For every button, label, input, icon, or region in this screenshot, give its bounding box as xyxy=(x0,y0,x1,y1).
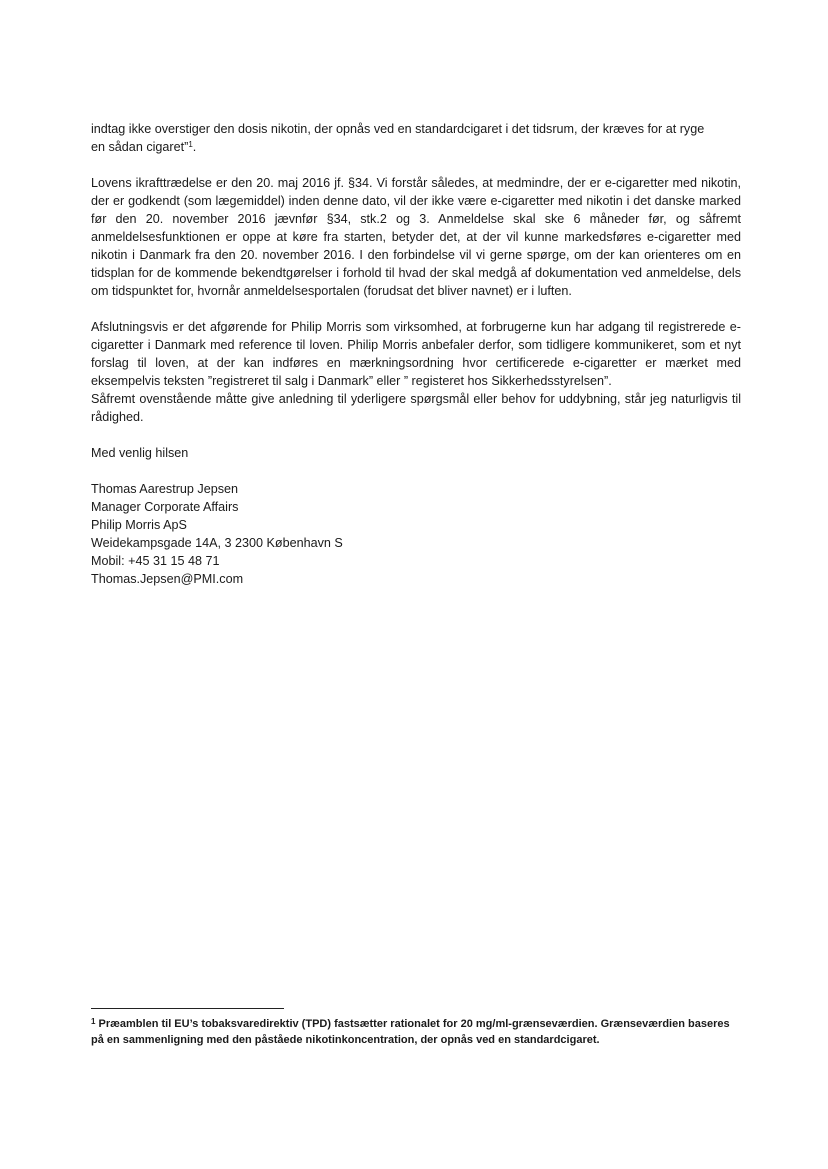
paragraph-availability: Såfremt ovenstående måtte give anledning til yderligere spørgsmål eller behov for uddybning, står jeg naturligvis til rådighed. xyxy=(91,392,741,424)
closing-salutation: Med venlig hilsen xyxy=(91,446,189,460)
signature-block xyxy=(91,480,741,588)
footnote-divider xyxy=(91,1008,284,1009)
signature-address: Weidekampsgade 14A, 3 2300 København S xyxy=(91,536,343,550)
footnote-reference[interactable]: 1 xyxy=(188,140,193,149)
quote-end-period: . xyxy=(192,140,197,154)
signature-title: Manager Corporate Affairs xyxy=(91,500,239,514)
paragraph-conclusion: Afslutningsvis er det afgørende for Philip Morris som virksomhed, at forbrugerne kun har adgang til registrerede e-cigaretter i Danmark med reference til loven. Philip Morris anbefaler derfor, som tidligere kommunikeret, som et nyt forslag til loven, at der kan indføres en mærkningsordning hvor certificerede e-cigaretter er mærket med eksempelvis teksten ”registreret til salg i Danmark” eller ” registeret hos Sikkerhedsstyrelsen”. xyxy=(91,320,741,388)
paragraph-entry-into-force: Lovens ikrafttrædelse er den 20. maj 2016 jf. §34. Vi forstår således, at medmindre, der er e-cigaretter med nikotin, der er godkendt (som lægemiddel) inden denne dato, vil der ikke være e-cigaretter med nikotin i det danske marked før den 20. november 2016 jævnfør §34, stk.2 og 3. Anmeldelse skal ske 6 måneder før, og såfremt anmeldelsesfunktionen er oppe at køre fra starten, betyder det, at der vil kunne markedsføres e-cigaretter med nikotin i Danmark fra den 20. november 2016. I den forbindelse vil vi gerne spørge, om der kan orienteres om en tidsplan for de kommende bekendtgørelser i forhold til hvad der skal medgå af dokumentation ved anmeldelse, dels om tidspunktet for, hvornår anmeldelsesportalen (forudsat det bliver navnet) er i luften. xyxy=(91,176,741,298)
paragraph-dose-quote xyxy=(91,120,741,156)
footnote-text: Præamblen til EU’s tobaksvaredirektiv (TPD) fastsætter rationalet for 20 mg/ml-grænseværdien. Grænseværdien baseres på en sammenligning med den påståede nikotinkoncentration, der opnås ved en standardcigaret. xyxy=(91,1018,730,1046)
signature-company: Philip Morris ApS xyxy=(91,518,187,532)
signature-name: Thomas Aarestrup Jepsen xyxy=(91,482,239,496)
signature-mobile: Mobil: +45 31 15 48 71 xyxy=(91,554,220,568)
footnote xyxy=(91,1016,741,1048)
signature-email[interactable]: Thomas.Jepsen@PMI.com xyxy=(91,572,244,586)
footnote-marker: 1 xyxy=(91,1017,96,1026)
quote-end-text: en sådan cigaret” xyxy=(91,140,189,154)
paragraph-dose-line-2 xyxy=(91,138,741,156)
paragraph-dose-line-1: indtag ikke overstiger den dosis nikotin, der opnås ved en standardcigaret i det tidsrum, der kræves for at ryge xyxy=(91,122,705,136)
